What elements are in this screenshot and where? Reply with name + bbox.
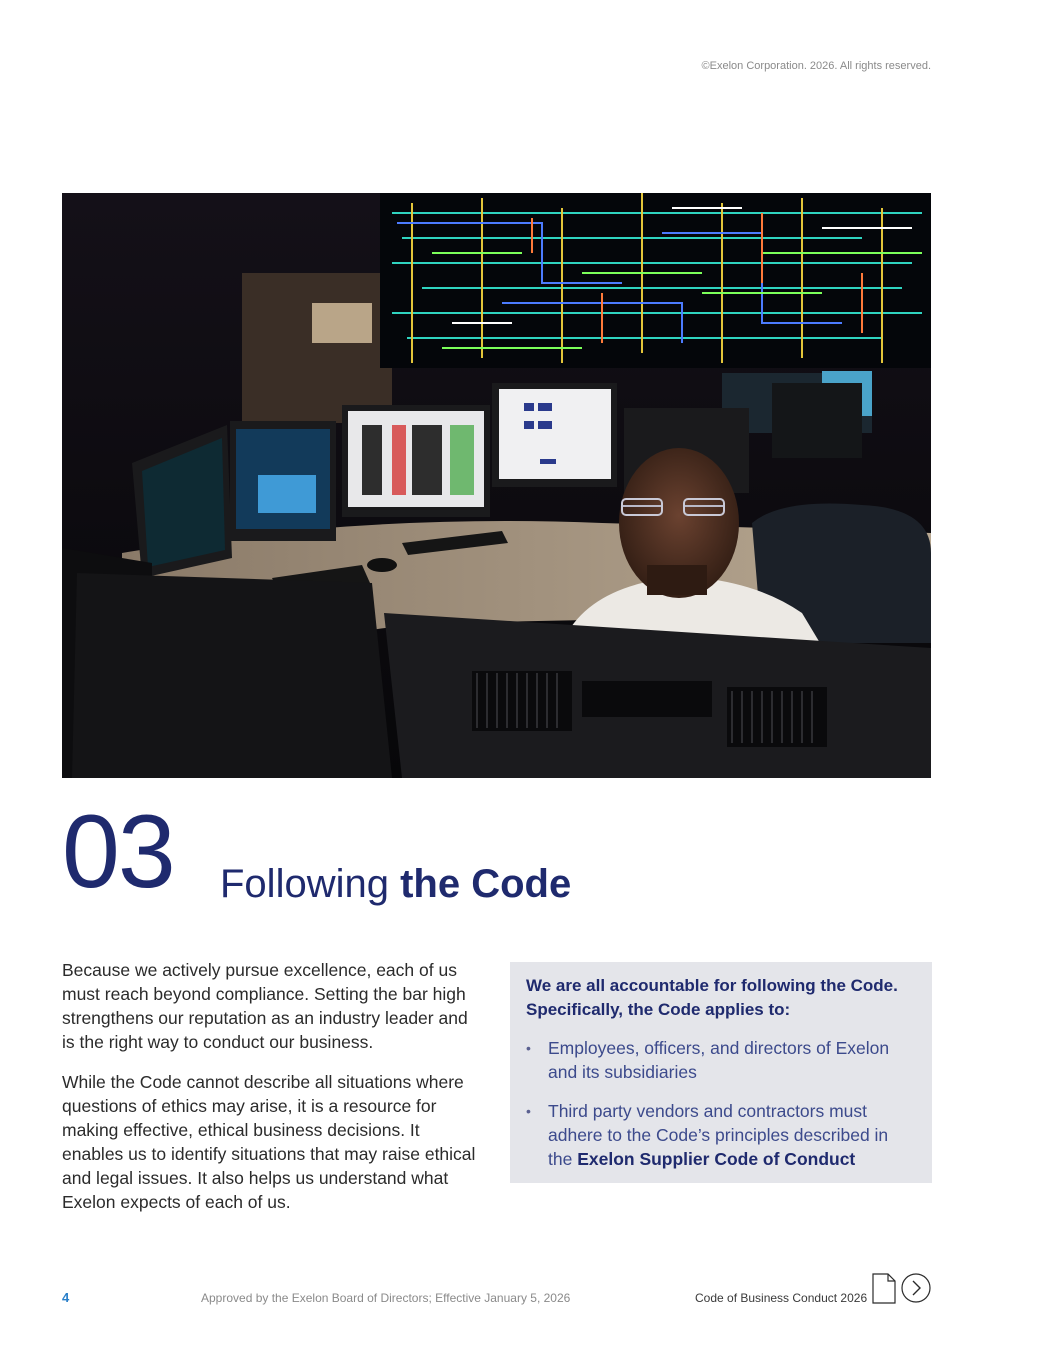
- hero-photo: [62, 193, 931, 778]
- approval-note: Approved by the Exelon Board of Directors; Effective January 5, 2026: [201, 1291, 571, 1305]
- document-icon[interactable]: [872, 1273, 896, 1304]
- page-number: 4: [62, 1290, 70, 1305]
- supplier-code-link[interactable]: Exelon Supplier Code of Conduct: [577, 1149, 856, 1169]
- callout-heading: We are all accountable for following the Code. Specifically, the Code applies to:: [526, 976, 898, 1019]
- body-paragraph: While the Code cannot describe all situations where questions of ethics may arise, it is a resource for making effective, ethical business decisions. It enables us to identify situations that may raise ethical and legal issues. It also helps us understand what Exelon expects of each of us.: [62, 1072, 476, 1212]
- bullet-icon: •: [526, 1040, 531, 1056]
- chapter-number: 03: [62, 794, 174, 910]
- copyright-notice: ©Exelon Corporation. 2026. All rights reserved.: [701, 60, 931, 72]
- chapter-title: [220, 862, 571, 906]
- body-paragraph: Because we actively pursue excellence, each of us must reach beyond compliance. Setting the bar high strengthens our reputation as an industry leader and is the right way to conduct our business.: [62, 960, 468, 1052]
- chapter-title-light: Following: [220, 862, 401, 906]
- document-title: Code of Business Conduct 2026: [695, 1291, 868, 1305]
- list-item-text: Third party vendors and contractors must adhere to the Code’s principles described in the: [548, 1101, 889, 1169]
- next-page-icon[interactable]: [901, 1273, 931, 1303]
- body-text-column: [62, 958, 482, 1230]
- list-item: [526, 1099, 916, 1171]
- applies-to-list: [526, 1036, 916, 1171]
- bullet-icon: •: [526, 1103, 531, 1119]
- list-item: [526, 1036, 916, 1084]
- applies-to-callout: [510, 962, 932, 1183]
- chapter-title-bold: the Code: [400, 862, 572, 906]
- list-item-text: Employees, officers, and directors of Exelon and its subsidiaries: [548, 1038, 890, 1082]
